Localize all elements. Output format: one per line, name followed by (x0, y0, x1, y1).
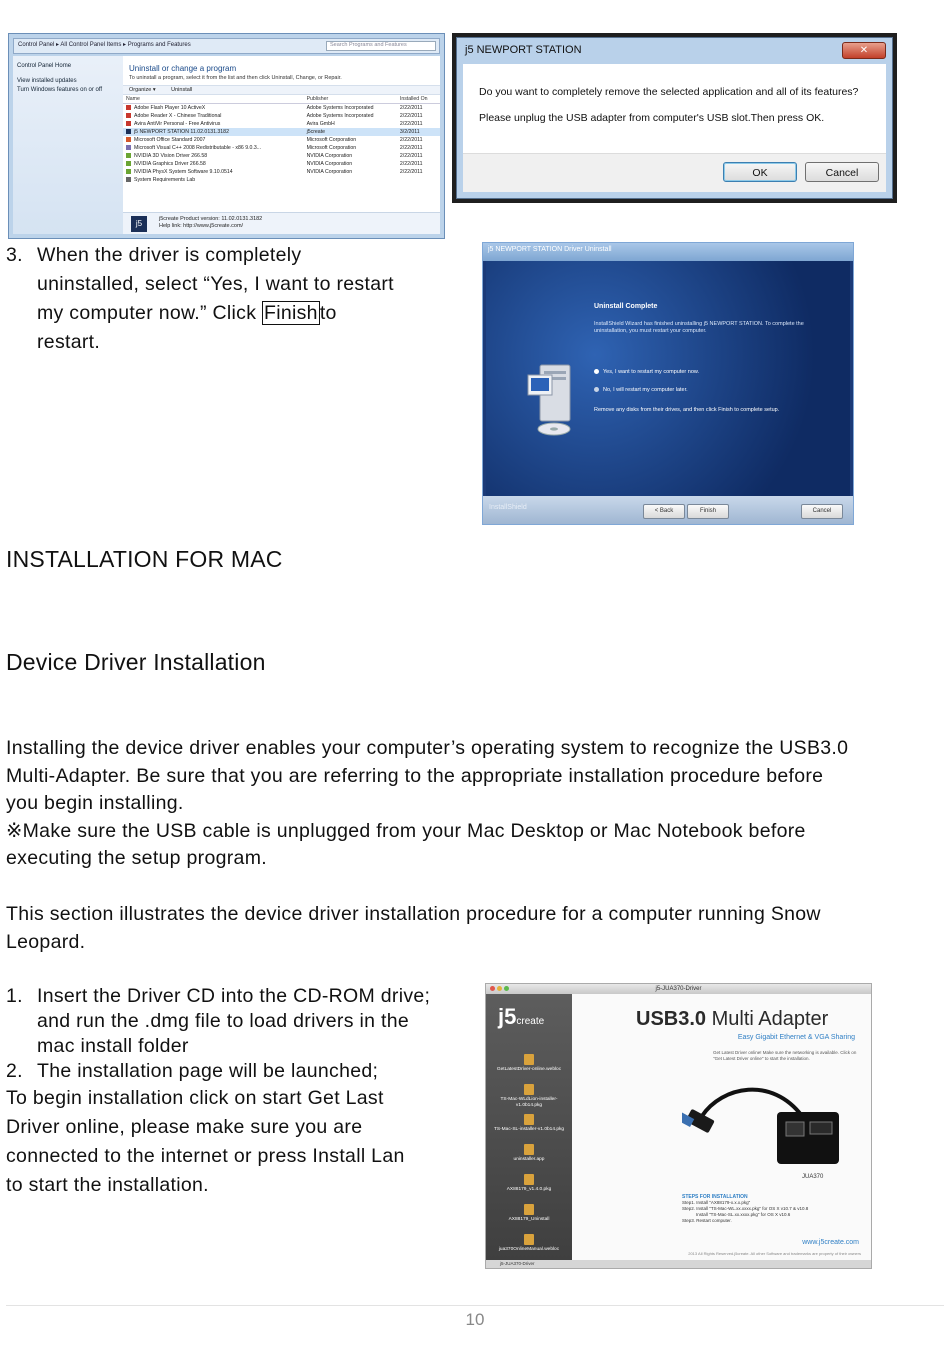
publisher-cell (304, 160, 397, 168)
cell-text: NVIDIA Corporation (306, 161, 353, 167)
wizard-cancel-button[interactable]: Cancel (801, 504, 843, 519)
control-panel-sidebar (13, 56, 123, 234)
steps-title: STEPS FOR INSTALLATION (682, 1194, 748, 1200)
program-name-cell (123, 168, 304, 176)
program-name-cell (123, 128, 304, 136)
cell-text: 2/22/2011 (399, 113, 423, 119)
program-name-cell (123, 104, 304, 113)
file-name: uninstaller.app (513, 1157, 545, 1162)
step-3-line-3 (37, 299, 457, 328)
usb-adapter-image (682, 1076, 852, 1186)
step-line-2: Step2. Install "TS-Mac-WL.xx.xxxx.pkg" for OS X v10.7 & v10.8 (682, 1206, 809, 1211)
after-line-2: Driver online, please make sure you are (6, 1116, 363, 1138)
mac-step-2 (6, 1059, 476, 1084)
publisher-cell (304, 144, 397, 152)
package-icon (524, 1054, 534, 1065)
mac-step-2-number: 2. (6, 1060, 23, 1082)
mac-step-1 (6, 984, 476, 1059)
cell-text: System Requirements Lab (134, 177, 196, 183)
sidebar-link-features[interactable]: Turn Windows features on or off (17, 87, 103, 93)
close-dot-icon[interactable] (490, 986, 495, 991)
after-line-3: connected to the internet or press Install Lan (6, 1145, 405, 1167)
section-line-2: Leopard. (6, 930, 86, 953)
table-row[interactable] (123, 152, 440, 160)
package-icon (524, 1174, 534, 1185)
cell-text: Adobe Flash Player 10 ActiveX (134, 105, 206, 111)
publisher-cell (304, 176, 397, 184)
section-paragraph (6, 901, 944, 956)
publisher-cell (304, 136, 397, 144)
publisher-cell (304, 104, 397, 113)
radio-restart-now-label: Yes, I want to restart my computer now. (603, 369, 700, 375)
cell-text: 2/22/2011 (399, 137, 423, 143)
programs-main-panel (123, 56, 440, 234)
installer-file-item[interactable] (490, 1174, 568, 1193)
close-icon[interactable]: ✕ (842, 42, 886, 59)
installed-on-cell (397, 168, 440, 176)
wizard-content (486, 261, 850, 496)
sidebar-link-updates[interactable]: View installed updates (17, 78, 77, 84)
publisher-cell (304, 168, 397, 176)
cell-text: 2/22/2011 (399, 105, 423, 111)
online-driver-note: Get Latest Driver online! Make sure the networking is available. Click on "Get Latest Driver online" to start the installation. (713, 1050, 857, 1061)
dialog-question: Do you want to completely remove the selected application and all of its features? (479, 86, 859, 98)
address-path: Control Panel ▸ All Control Panel Items ▸ Programs and Features (18, 42, 191, 48)
ok-button[interactable]: OK (723, 162, 797, 182)
radio-restart-now[interactable] (594, 369, 699, 375)
programs-and-features-screenshot (8, 33, 445, 239)
cell-text: Adobe Systems Incorporated (306, 105, 374, 111)
program-name-cell (123, 136, 304, 144)
product-name-bold: USB3.0 (636, 1008, 707, 1030)
program-icon (126, 121, 131, 126)
cell-text: NVIDIA Graphics Driver 266.58 (134, 161, 206, 167)
uninstall-confirm-dialog-screenshot (452, 33, 897, 203)
cell-text: 2/22/2011 (399, 145, 423, 151)
after-steps-paragraph (6, 1084, 476, 1200)
organize-button[interactable]: Organize ▾ (129, 87, 156, 93)
file-name: jua370OnlineManual.webloc (498, 1247, 560, 1252)
wizard-button-bar (483, 496, 853, 524)
finish-word: Finish (264, 302, 318, 324)
publisher-cell (304, 152, 397, 160)
package-icon (524, 1084, 534, 1095)
column-publisher[interactable]: Publisher (304, 95, 397, 104)
installer-splash (572, 994, 871, 1260)
help-link[interactable]: Help link: http://www.j5create.com/ (159, 223, 244, 229)
intro-line-1: Installing the device driver enables your computer’s operating system to recognize the USB3.0 (6, 737, 849, 759)
mac-steps (6, 984, 476, 1084)
cell-text: NVIDIA 3D Vision Driver 266.58 (134, 153, 208, 159)
step-3-number: 3. (6, 244, 23, 266)
table-row[interactable] (123, 160, 440, 168)
cell-text: 3/2/2011 (399, 129, 420, 135)
step-3-line-2: uninstalled, select “Yes, I want to restart (37, 273, 394, 295)
cell-text: Microsoft Visual C++ 2008 Redistributable - x86 9.0.3... (134, 145, 262, 151)
file-name: GetLatestDriver-online.webloc (496, 1067, 562, 1072)
program-icon (126, 129, 131, 134)
step-3-line-1: When the driver is completely (37, 244, 302, 266)
computer-icon (526, 361, 586, 441)
cell-text: NVIDIA PhysX System Software 9.10.0514 (134, 169, 233, 175)
program-icon (126, 145, 131, 150)
programs-table (123, 95, 440, 184)
file-name: TS-Mac-WLdLion-installer-v1.0b14.pkg (500, 1097, 558, 1108)
mac-step-1-line-1: Insert the Driver CD into the CD-ROM drive; (37, 985, 431, 1007)
radio-selected-icon (594, 369, 599, 374)
cell-text: 2/22/2011 (399, 121, 423, 127)
installation-steps (682, 1194, 852, 1224)
program-icon (126, 169, 131, 174)
table-row[interactable] (123, 112, 440, 120)
package-icon (524, 1234, 534, 1245)
step-line-3: Install "TS-Mac-SL.xx.xxxx.pkg" for OS X v10.6 (696, 1212, 791, 1217)
cell-text: Adobe Systems Incorporated (306, 113, 374, 119)
address-bar[interactable] (13, 38, 440, 54)
installer-file-item[interactable] (490, 1114, 568, 1133)
sidebar-link-home[interactable]: Control Panel Home (17, 63, 72, 69)
table-row[interactable] (123, 176, 440, 184)
cell-text: 2/22/2011 (399, 153, 423, 159)
step-3-line-4: restart. (37, 331, 101, 353)
program-name-cell (123, 152, 304, 160)
file-name: AX88179_v1.4.0.pkg (506, 1187, 552, 1192)
program-details-footer (123, 212, 440, 234)
cell-text: 2/22/2011 (399, 161, 423, 167)
wizard-heading: Uninstall Complete (594, 303, 658, 310)
program-icon (126, 177, 131, 182)
publisher-cell (304, 120, 397, 128)
table-row[interactable] (123, 168, 440, 176)
program-icon (126, 161, 131, 166)
installer-file-item[interactable] (490, 1054, 568, 1073)
installer-file-column (486, 994, 572, 1260)
product-name-rest: Multi Adapter (706, 1008, 829, 1030)
uninstall-button[interactable]: Uninstall (171, 87, 193, 93)
intro-line-2: Multi-Adapter. Be sure that you are referring to the appropriate installation procedure before (6, 764, 824, 787)
programs-toolbar (123, 85, 440, 95)
cell-text: Avira GmbH (306, 121, 335, 127)
dialog-button-bar (463, 153, 886, 192)
program-name-cell (123, 144, 304, 152)
panel-heading: Uninstall or change a program (129, 64, 237, 73)
copyright-text: 2013 All Rights Reserved.j5create. All other Software and trademarks are property of their owners (688, 1251, 861, 1256)
column-installed-on[interactable]: Installed On (397, 95, 440, 104)
file-name: AX88179_Uninstall (508, 1217, 550, 1222)
cell-text: Microsoft Corporation (306, 137, 357, 143)
column-name[interactable]: Name (123, 95, 304, 104)
brand-j5: j5 (498, 1004, 517, 1029)
installer-file-item[interactable] (490, 1084, 568, 1109)
installed-on-cell (397, 112, 440, 120)
minimize-dot-icon[interactable] (497, 986, 502, 991)
website-link[interactable]: www.j5create.com (802, 1239, 859, 1246)
step-line-4: Step3. Restart computer. (682, 1218, 732, 1223)
installshield-brand: InstallShield (489, 504, 527, 511)
program-icon (126, 113, 131, 118)
program-name-cell (123, 176, 304, 184)
installer-file-item[interactable] (490, 1204, 568, 1223)
installed-on-cell (397, 136, 440, 144)
mac-step-1-number: 1. (6, 985, 23, 1007)
mac-step-1-line-3: mac install folder (37, 1035, 189, 1057)
brand-create: create (516, 1016, 545, 1027)
back-button[interactable]: < Back (643, 504, 685, 519)
installed-on-cell (397, 144, 440, 152)
dialog-body (463, 64, 886, 192)
cell-text: 2/22/2011 (399, 169, 423, 175)
device-driver-installation-heading: Device Driver Installation (6, 649, 266, 675)
installer-file-item[interactable] (490, 1144, 568, 1163)
mac-step-1-line-2: and run the .dmg file to load drivers in the (37, 1010, 409, 1032)
table-row[interactable] (123, 144, 440, 152)
mac-window-title: j5-JUA370-Driver (486, 984, 871, 994)
cell-text: Microsoft Corporation (306, 145, 357, 151)
installed-on-cell (397, 128, 440, 136)
program-icon (126, 105, 131, 110)
radio-unselected-icon (594, 387, 599, 392)
package-icon (524, 1144, 534, 1155)
step-3-line-3a: my computer now.” Click (37, 302, 263, 324)
publisher-cell (304, 112, 397, 120)
program-name-cell (123, 160, 304, 168)
step-3-text (37, 241, 457, 357)
j5-logo-icon: j5 (131, 216, 147, 232)
page-number: 10 (465, 1310, 485, 1329)
installer-file-item[interactable] (490, 1234, 568, 1253)
cell-text: Adobe Reader X - Chinese Traditional (134, 113, 222, 119)
mac-step-2-line-1: The installation page will be launched; (37, 1060, 379, 1082)
table-row[interactable] (123, 120, 440, 128)
step-3-line-3b: to (319, 302, 337, 324)
installation-for-mac-heading: INSTALLATION FOR MAC (6, 546, 283, 572)
installed-on-cell (397, 120, 440, 128)
wizard-title: j5 NEWPORT STATION Driver Uninstall (483, 243, 853, 261)
package-icon (524, 1204, 534, 1215)
package-icon (524, 1114, 534, 1125)
cell-text: NVIDIA Corporation (306, 153, 353, 159)
after-line-4: to start the installation. (6, 1174, 209, 1196)
dialog-title: j5 NEWPORT STATION (465, 44, 582, 56)
j5create-logo (498, 1004, 544, 1030)
search-input[interactable]: Search Programs and Features (326, 41, 436, 51)
cancel-button[interactable]: Cancel (805, 162, 879, 182)
product-name (636, 1008, 828, 1031)
installed-on-cell (397, 152, 440, 160)
publisher-cell (304, 128, 397, 136)
cell-text: Avira AntiVir Personal - Free Antivirus (134, 121, 221, 127)
footer-divider (6, 1305, 944, 1306)
installed-on-cell (397, 104, 440, 113)
dialog-frame (456, 37, 893, 199)
mac-installer-screenshot (485, 983, 872, 1269)
installed-on-cell (397, 160, 440, 168)
intro-line-4: ※Make sure the USB cable is unplugged from your Mac Desktop or Mac Notebook before (6, 819, 806, 842)
finish-button[interactable]: Finish (687, 504, 729, 519)
cell-text: NVIDIA Corporation (306, 169, 353, 175)
file-name: TS-Mac-SL-installer-v1.0b14.pkg (493, 1127, 565, 1132)
intro-line-5: executing the setup program. (6, 847, 267, 869)
step-line-1: Step1. Install "AX88179-x.x.x.pkg" (682, 1200, 751, 1205)
dialog-instruction: Please unplug the USB adapter from computer's USB slot.Then press OK. (479, 112, 825, 124)
product-version: j5create Product version: 11.02.0131.3182 (159, 216, 263, 222)
finder-status-bar: j5-JUA370-Driver (486, 1260, 871, 1268)
program-name-cell (123, 120, 304, 128)
model-label: JUA370 (802, 1174, 824, 1180)
section-line-1: This section illustrates the device driver installation procedure for a computer running Snow (6, 903, 821, 925)
intro-line-3: you begin installing. (6, 792, 184, 814)
table-row[interactable] (123, 136, 440, 144)
radio-restart-later-label: No, I will restart my computer later. (603, 387, 688, 393)
cell-text: Microsoft Office Standard 2007 (134, 137, 206, 143)
remove-disks-note: Remove any disks from their drives, and then click Finish to complete setup. (594, 407, 780, 413)
cell-text: j5create (306, 129, 326, 135)
program-icon (126, 153, 131, 158)
radio-restart-later[interactable] (594, 387, 688, 393)
table-header-row (123, 95, 440, 104)
table-row[interactable] (123, 104, 440, 113)
cell-text: j5 NEWPORT STATION 11.02.0131.3182 (134, 129, 229, 135)
installed-on-cell (397, 176, 440, 184)
panel-instructions: To uninstall a program, select it from the list and then click Uninstall, Change, or Repair. (129, 75, 342, 81)
after-line-1: To begin installation click on start Get Last (6, 1087, 384, 1109)
table-row[interactable] (123, 128, 440, 136)
program-name-cell (123, 112, 304, 120)
intro-paragraph (6, 735, 944, 873)
program-icon (126, 137, 131, 142)
product-tagline: Easy Gigabit Ethernet & VGA Sharing (737, 1034, 855, 1041)
zoom-dot-icon[interactable] (504, 986, 509, 991)
wizard-message: InstallShield Wizard has finished uninstalling j5 NEWPORT STATION. To complete the uninstallation, you must restart your computer. (594, 321, 804, 334)
uninstall-complete-wizard-screenshot (482, 242, 854, 525)
